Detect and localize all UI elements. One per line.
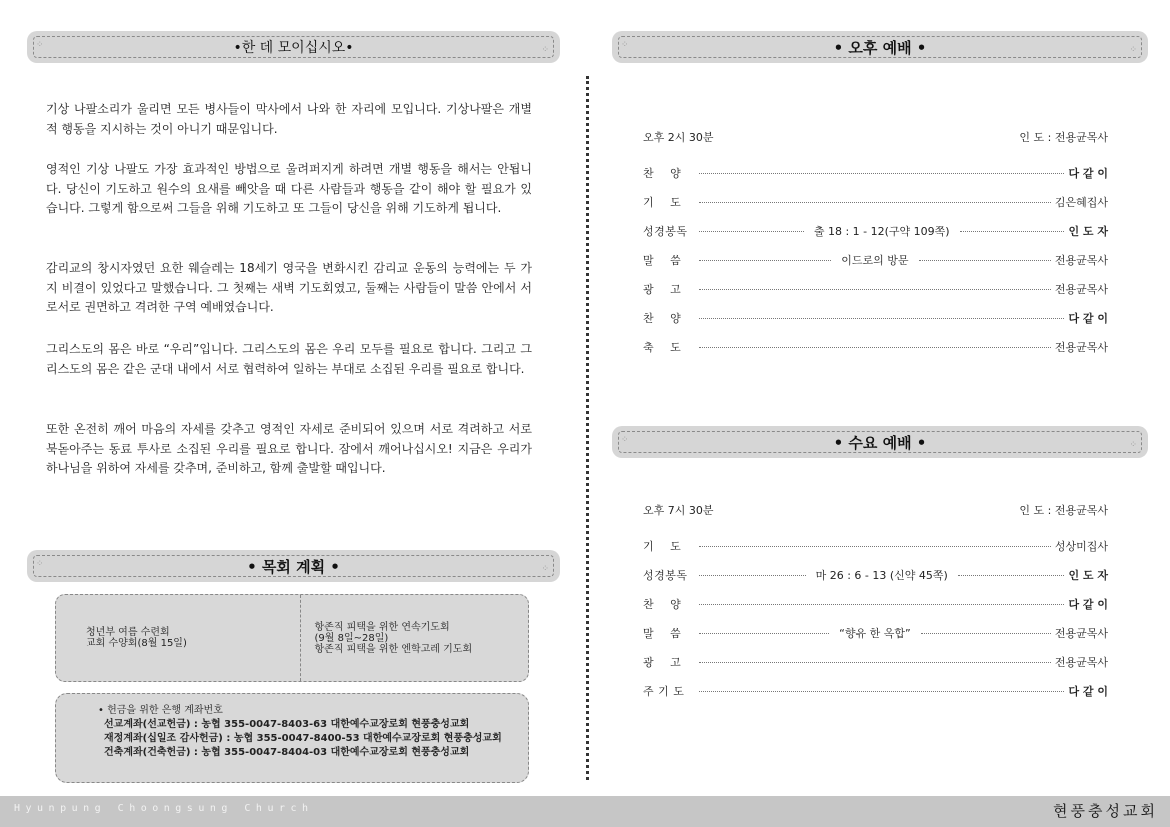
order-detail: 마 26 : 6 - 13 (신약 45쪽) — [815, 568, 948, 582]
corner-ornament-icon: ⁘ — [541, 564, 549, 574]
order-row — [643, 531, 1108, 560]
footer-church-english: Hyunpung Choongsung Church — [14, 803, 314, 814]
order-label: 찬 양 — [643, 311, 682, 325]
corner-ornament-icon: ⁘ — [541, 45, 549, 55]
plan-title: • 목회 계획 • — [33, 555, 554, 577]
gather-title: •한 데 모이십시오• — [33, 36, 554, 58]
corner-ornament-icon: ⁘ — [1129, 45, 1137, 55]
corner-ornament-icon: ⁘ — [621, 435, 629, 445]
order-person: 전용균목사 — [1054, 626, 1109, 640]
order-person: 다 같 이 — [1068, 597, 1108, 611]
plan-title-bar — [27, 550, 560, 582]
paragraph-4: 그리스도의 몸은 바로 “우리”입니다. 그리스도의 몸은 우리 모두를 필요로 합니다. 그리고 그리스도의 몸은 같은 군대 내에서 서로 협력하여 일하는 부대로 소집된 우리를 필요로 합니다. — [46, 342, 532, 376]
wednesday-title: • 수요 예배 • — [618, 431, 1142, 453]
order-label: 말 씀 — [643, 253, 682, 267]
order-person: 다 같 이 — [1068, 311, 1108, 325]
order-label: 찬 양 — [643, 597, 682, 611]
order-label: 말 씀 — [643, 626, 682, 640]
plan-left-cell — [56, 595, 300, 681]
order-label: 성경봉독 — [643, 568, 688, 582]
corner-ornament-icon: ⁘ — [36, 40, 44, 50]
order-person: 인 도 자 — [1068, 224, 1108, 238]
corner-ornament-icon: ⁘ — [621, 40, 629, 50]
order-row — [643, 187, 1108, 216]
order-label: 주 기 도 — [643, 684, 685, 698]
plan-item: 항존직 피택을 위한 연속기도회 — [314, 621, 450, 633]
order-person: 전용균목사 — [1054, 282, 1108, 296]
plan-right-cell — [300, 595, 529, 681]
center-divider — [586, 76, 589, 780]
order-detail: 출 18 : 1 - 12(구약 109쪽) — [813, 224, 950, 238]
plan-item: 청년부 여름 수련회 — [86, 627, 170, 638]
afternoon-order — [643, 129, 1108, 361]
order-label: 기 도 — [643, 539, 682, 553]
order-label: 광 고 — [643, 655, 682, 669]
order-person: 전용균목사 — [1054, 340, 1108, 354]
order-label: 축 도 — [643, 340, 682, 354]
corner-ornament-icon: ⁘ — [36, 559, 44, 569]
afternoon-title: • 오후 예배 • — [618, 36, 1142, 58]
afternoon-leader: 인 도 : 전용균목사 — [1019, 131, 1108, 144]
order-row — [643, 158, 1108, 187]
order-label: 찬 양 — [643, 166, 682, 180]
gather-title-bar — [27, 31, 560, 63]
wednesday-header — [643, 502, 1108, 531]
order-row — [643, 245, 1108, 274]
wednesday-title-bar — [612, 426, 1148, 458]
order-detail: 이드로의 방문 — [841, 253, 909, 267]
order-person: 인 도 자 — [1068, 568, 1108, 582]
order-label: 기 도 — [643, 195, 682, 209]
order-row — [643, 274, 1108, 303]
paragraph-1: 기상 나팔소리가 울리면 모든 병사들이 막사에서 나와 한 자리에 모입니다. 기상나팔은 개별적 행동을 지시하는 것이 아니기 때문입니다. — [46, 102, 532, 136]
order-row — [643, 618, 1108, 647]
order-row — [643, 332, 1108, 361]
footer-bar — [0, 796, 1170, 827]
order-row — [643, 560, 1108, 589]
afternoon-time: 오후 2시 30분 — [643, 131, 714, 144]
bank-line: 재정계좌(십일조 감사헌금) : 농협 355-0047-8400-53 대한예수교장로회 현풍충성교회 — [104, 733, 502, 744]
order-person: 전용균목사 — [1054, 253, 1108, 267]
paragraph-2: 영적인 기상 나팔도 가장 효과적인 방법으로 울려퍼지게 하려면 개별 행동을 해서는 안됩니다. 당신이 기도하고 원수의 요새를 빼앗을 때 다른 사람들과 행동을 같이 해야 할 필요가 있습니다. 그렇게 함으로써 그들을 위해 기도하고 또 그들이 당신을 위해 기도하게 됩니다. — [46, 162, 532, 216]
order-label: 성경봉독 — [643, 224, 688, 238]
bank-title: • 헌금을 위한 은행 계좌번호 — [98, 705, 223, 716]
order-row — [643, 589, 1108, 618]
order-label: 광 고 — [643, 282, 682, 296]
order-person: 다 같 이 — [1068, 684, 1108, 698]
plan-item: 항존직 피택을 위한 엔학고레 기도회 — [314, 643, 473, 655]
order-person: 김은혜집사 — [1054, 195, 1108, 209]
paragraph-3: 감리교의 창시자였던 요한 웨슬레는 18세기 영국을 변화시킨 감리교 운동의 능력에는 두 가지 비결이 있었다고 말했습니다. 그 첫째는 새벽 기도회였고, 둘째는 사람들이 말씀 안에서 서로서로 권면하고 격려한 구역 예배였습니다. — [46, 261, 532, 315]
footer-church-korean: 현풍충성교회 — [1053, 802, 1158, 820]
afternoon-title-bar — [612, 31, 1148, 63]
afternoon-header — [643, 129, 1108, 158]
wednesday-order — [643, 502, 1108, 705]
order-person: 성상미집사 — [1054, 539, 1108, 553]
order-detail: “향유 한 옥합” — [839, 626, 911, 640]
wednesday-leader: 인 도 : 전용균목사 — [1019, 504, 1108, 517]
order-person: 다 같 이 — [1068, 166, 1108, 180]
plan-item: 교회 수양회(8월 15일) — [86, 638, 187, 649]
corner-ornament-icon: ⁘ — [1129, 440, 1137, 450]
order-row — [643, 216, 1108, 245]
wednesday-time: 오후 7시 30분 — [643, 504, 714, 517]
bank-line: 선교계좌(선교헌금) : 농협 355-0047-8403-63 대한예수교장로회 현풍충성교회 — [104, 719, 470, 730]
order-row — [643, 676, 1108, 705]
paragraph-5: 또한 온전히 깨어 마음의 자세를 갖추고 영적인 자세로 준비되어 있으며 서로 격려하고 서로 북돋아주는 동료 투사로 소집된 우리를 필요로 합니다. 잠에서 깨어나십시오! 지금은 우리가 하나님을 위하여 자세를 갖추며, 준비하고, 함께 출발할 때입니다. — [46, 422, 532, 476]
order-row — [643, 303, 1108, 332]
order-row — [643, 647, 1108, 676]
order-person: 전용균목사 — [1054, 655, 1108, 669]
plan-box — [55, 594, 529, 682]
bank-line: 건축계좌(건축헌금) : 농협 355-0047-8404-03 대한예수교장로회 현풍충성교회 — [104, 747, 470, 758]
bank-account-box — [55, 693, 529, 783]
plan-item: (9월 8일~28일) — [314, 632, 389, 644]
